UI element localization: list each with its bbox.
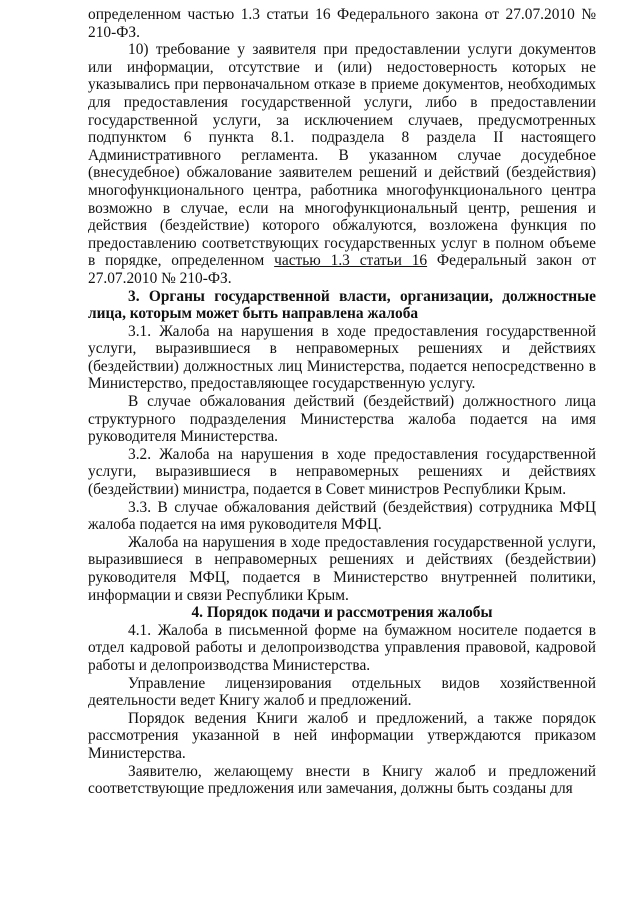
paragraph-3-1-b: В случае обжалования действий (бездействий) должностного лица структурного подразделения Министерства жалоба подается на имя руководителя Министерства. [88,393,596,446]
paragraph-3-3: 3.3. В случае обжалования действий (бездействия) сотрудника МФЦ жалоба подается на имя руководителя МФЦ. [88,498,596,534]
paragraph-3-3-b: Жалоба на нарушения в ходе предоставления государственной услуги, выразившиеся в неправомерных решениях и действиях (бездействии) руководителя МФЦ, подается в Министерство внутренней политики, информации и связи Республики Крым. [88,533,596,604]
paragraph-item-10 [88,41,596,287]
document-page [88,6,596,798]
paragraph-3-1: 3.1. Жалоба на нарушения в ходе предоставления государственной услуги, выразившиеся в неправомерных решениях и действиях (бездействии) должностных лиц Министерства, подается непосредственно в Министерство, предоставляющее государственную услугу. [88,322,596,393]
section-3-heading: 3. Органы государственной власти, организации, должностные лица, которым может быть направлена жалоба [88,287,596,323]
paragraph-4-1-d: Заявителю, желающему внести в Книгу жалоб и предложений соответствующие предложения или замечания, должны быть созданы для [88,762,596,798]
paragraph-item-10-text: 10) требование у заявителя при предоставлении услуги документов или информации, отсутствие и (или) недостоверность которых не указывались при первоначальном отказе в приеме документов, необходимых для предоставления государственной услуги, либо в предоставлении государственной услуги, за исключением случаев, предусмотренных подпунктом 6 пункта 8.1. подраздела 8 раздела II настоящего Административного регламента. В указанном случае досудебное (внесудебное) обжалование заявителем решений и действий (бездействия) многофункционального центра, работника многофункционального центра возможно в случае, если на многофункциональный центр, решения и действия (бездействие) которого обжалуются, возложена функция по предоставлению соответствующих государственных услуг в полном объеме в порядке, определенном [88,41,596,270]
section-4-heading: 4. Порядок подачи и рассмотрения жалобы [191,604,493,622]
paragraph-3-2: 3.2. Жалоба на нарушения в ходе предоставления государственной услуги, выразившиеся в неправомерных решениях и действиях (бездействии) министра, подается в Совет министров Республики Крым. [88,445,596,499]
paragraph-continuation: определенном частью 1.3 статьи 16 Федерального закона от 27.07.2010 № 210-ФЗ. [88,6,596,41]
law-reference-link[interactable]: частью 1.3 статьи 16 [274,252,428,270]
paragraph-4-1-b: Управление лицензирования отдельных видов хозяйственной деятельности ведет Книгу жалоб и предложений. [88,674,596,710]
paragraph-4-1: 4.1. Жалоба в письменной форме на бумажном носителе подается в отдел кадровой работы и делопроизводства управления правовой, кадровой работы и делопроизводства Министерства. [88,621,596,674]
paragraph-item-10-end: Федеральный закон от 27.07.2010 № 210-ФЗ. [88,252,596,287]
paragraph-4-1-c: Порядок ведения Книги жалоб и предложений, а также порядок рассмотрения указанной в ней информации утверждаются приказом Министерства. [88,709,596,762]
